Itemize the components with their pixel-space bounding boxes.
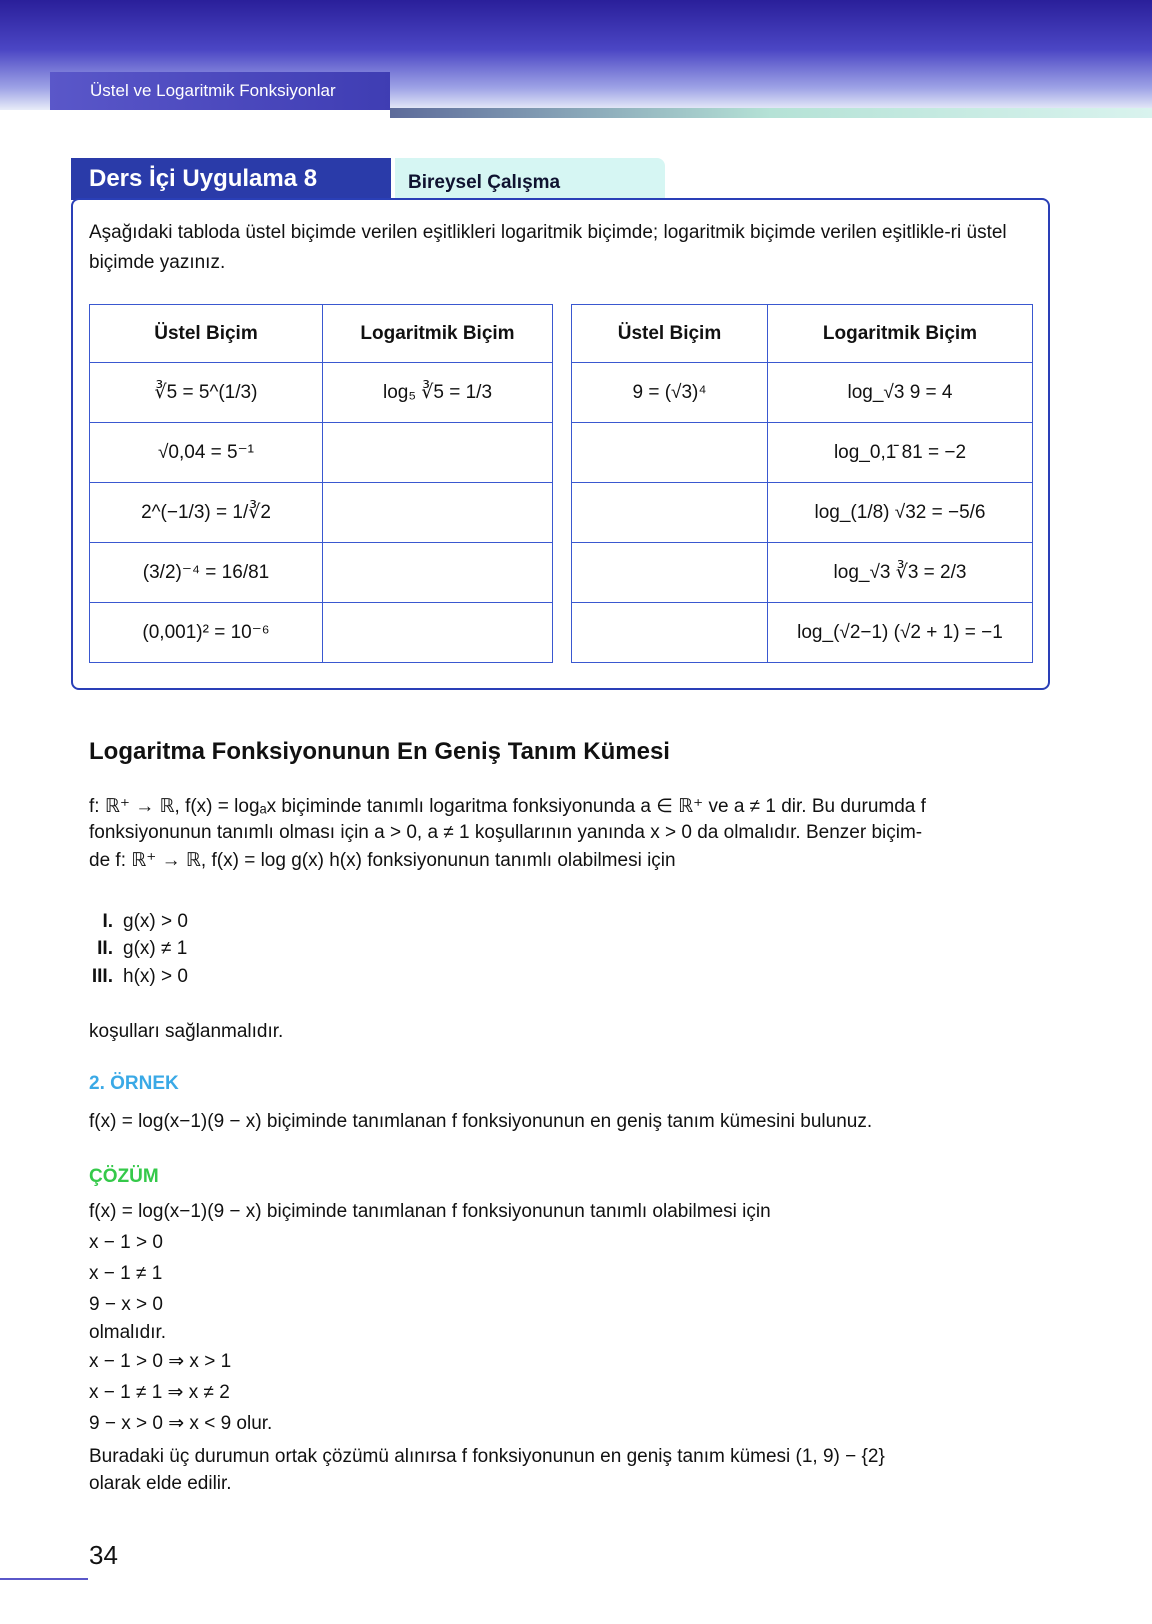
log-cell[interactable] xyxy=(323,483,553,543)
example-label: 2. ÖRNEK xyxy=(89,1073,179,1094)
solution-label: ÇÖZÜM xyxy=(89,1166,159,1187)
solution-result: Buradaki üç durumun ortak çözümü alınırsa f fonksiyonunun en geniş tanım kümesi (1, 9) − {2} xyxy=(89,1446,885,1467)
log-cell: log_√3 ∛3 = 2/3 xyxy=(768,543,1033,603)
log-cell: log₅ ∛5 = 1/3 xyxy=(323,363,553,423)
condition-number: I. xyxy=(102,911,113,932)
exp-cell[interactable] xyxy=(572,603,768,663)
condition-text: g(x) > 0 xyxy=(123,911,188,932)
section-title: Logaritma Fonksiyonunun En Geniş Tanım Kümesi xyxy=(89,738,670,765)
solution-condition: 9 − x > 0 xyxy=(89,1294,163,1315)
exp-cell: (3/2)⁻⁴ = 16/81 xyxy=(90,543,323,603)
solution-step: x − 1 ≠ 1 ⇒ x ≠ 2 xyxy=(89,1382,230,1403)
table-row xyxy=(572,543,1033,603)
table-row xyxy=(90,543,553,603)
paragraph-line: f: ℝ⁺ → ℝ, f(x) = logₐx biçiminde tanımlı logaritma fonksiyonunda a ∈ ℝ⁺ ve a ≠ 1 dir. Bu durumda f xyxy=(89,796,926,817)
table-row xyxy=(90,363,553,423)
table-row xyxy=(90,423,553,483)
solution-condition: x − 1 > 0 xyxy=(89,1232,163,1253)
col-header-logarithmic: Logaritmik Biçim xyxy=(323,305,553,363)
solution-step: x − 1 > 0 ⇒ x > 1 xyxy=(89,1351,232,1372)
header-rule xyxy=(390,108,1152,118)
table-row xyxy=(90,603,553,663)
example-problem: f(x) = log(x−1)(9 − x) biçiminde tanımlanan f fonksiyonunun en geniş tanım kümesini bulunuz. xyxy=(89,1111,873,1132)
exp-cell: √0,04 = 5⁻¹ xyxy=(90,423,323,483)
col-header-exponential: Üstel Biçim xyxy=(572,305,768,363)
solution-condition: x − 1 ≠ 1 xyxy=(89,1263,163,1284)
exercise-title: Ders İçi Uygulama 8 xyxy=(71,158,391,200)
condition-text: h(x) > 0 xyxy=(123,966,188,987)
exp-cell[interactable] xyxy=(572,483,768,543)
condition-item xyxy=(89,911,188,933)
exp-cell: ∛5 = 5^(1/3) xyxy=(90,363,323,423)
paragraph-line: fonksiyonunun tanımlı olması için a > 0, a ≠ 1 koşullarının yanında x > 0 da olmalıdır. Benzer biçim- xyxy=(89,822,923,843)
exp-cell: 2^(−1/3) = 1/∛2 xyxy=(90,483,323,543)
col-header-logarithmic: Logaritmik Biçim xyxy=(768,305,1033,363)
exp-cell: (0,001)² = 10⁻⁶ xyxy=(90,603,323,663)
table-row xyxy=(90,483,553,543)
conclusion-text: koşulları sağlanmalıdır. xyxy=(89,1021,284,1042)
solution-must-be: olmalıdır. xyxy=(89,1322,167,1343)
table-row xyxy=(572,483,1033,543)
col-header-exponential: Üstel Biçim xyxy=(90,305,323,363)
condition-number: III. xyxy=(91,966,113,987)
solution-step: 9 − x > 0 ⇒ x < 9 olur. xyxy=(89,1413,273,1434)
exercise-subtitle: Bireysel Çalışma xyxy=(395,158,665,200)
page-number: 34 xyxy=(89,1540,118,1570)
condition-text: g(x) ≠ 1 xyxy=(123,938,188,959)
condition-number: II. xyxy=(97,938,113,959)
exp-cell[interactable] xyxy=(572,543,768,603)
table-row xyxy=(572,423,1033,483)
page-number-rule xyxy=(0,1578,88,1580)
exp-cell: 9 = (√3)⁴ xyxy=(572,363,768,423)
log-cell[interactable] xyxy=(323,543,553,603)
chapter-title: Üstel ve Logaritmik Fonksiyonlar xyxy=(50,72,390,110)
table-row xyxy=(572,363,1033,423)
condition-item xyxy=(89,966,188,988)
exp-cell[interactable] xyxy=(572,423,768,483)
solution-result: olarak elde edilir. xyxy=(89,1473,232,1494)
log-cell: log_(√2−1) (√2 + 1) = −1 xyxy=(768,603,1033,663)
exercise-instruction: Aşağıdaki tabloda üstel biçimde verilen eşitlikleri logaritmik biçimde; logaritmik biçimde verilen eşitlikle-ri üstel biçimde yazınız. xyxy=(89,222,1007,273)
paragraph-line: de f: ℝ⁺ → ℝ, f(x) = log g(x) h(x) fonksiyonunun tanımlı olabilmesi için xyxy=(89,850,676,871)
condition-item xyxy=(89,938,187,960)
log-cell[interactable] xyxy=(323,603,553,663)
right-exercise-table xyxy=(571,304,1033,663)
log-cell: log_(1/8) √32 = −5/6 xyxy=(768,483,1033,543)
log-cell: log_0,1̄ 81 = −2 xyxy=(768,423,1033,483)
solution-intro: f(x) = log(x−1)(9 − x) biçiminde tanımlanan f fonksiyonunun tanımlı olabilmesi için xyxy=(89,1201,771,1222)
table-row xyxy=(572,603,1033,663)
left-exercise-table xyxy=(89,304,553,663)
log-cell: log_√3 9 = 4 xyxy=(768,363,1033,423)
log-cell[interactable] xyxy=(323,423,553,483)
